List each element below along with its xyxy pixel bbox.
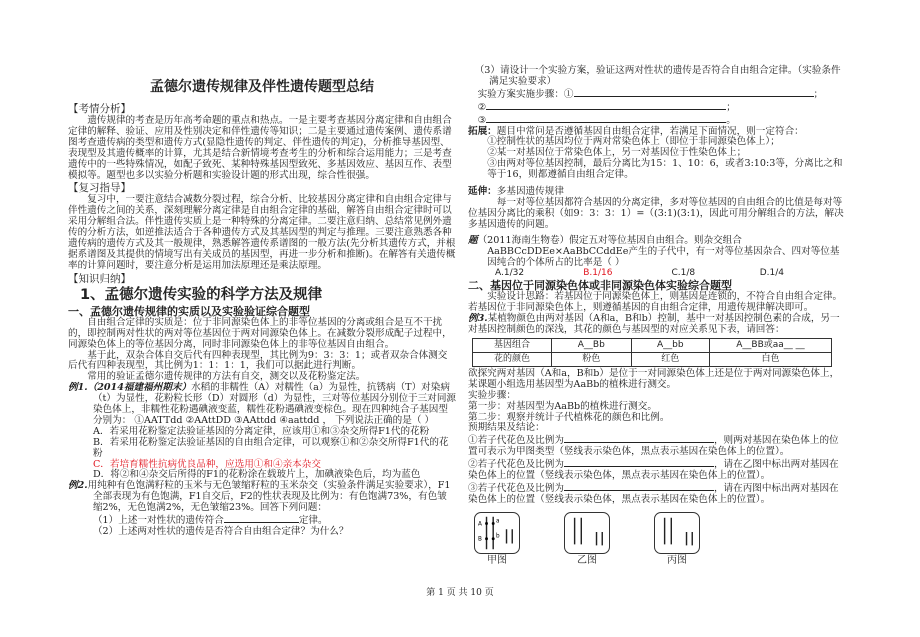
answer-blank[interactable] — [564, 482, 714, 491]
problem — [468, 236, 848, 269]
paragraph: 遗传规律的考查是历年高考命题的重点和热点。一是主要考查基因分离定律和自由组合定律的解释、验证、应用及性别决定和伴性遗传等知识；二是主要通过遗传案例、遗传系谱图考查遗传病的类型和遗传方式(显隐性遗传的判定、伴性遗传的判定)，分析推导基因型、表现型及其遗传概率的计算，尤其是结合新情境考查考生的分析和综合运用能力；三是考查遗传中的一些特殊情况，如配子致死、某种特殊基因型致死、多基因效应、基因互作、表型模拟等。题型也多以实验分析题和实验设计题的形式出现，综合性很强。 — [68, 115, 452, 181]
answer-blank[interactable] — [486, 114, 726, 123]
text-line: 第二步：观察并统计子代植株花的颜色和比例。 — [468, 411, 670, 423]
paragraph: 基于此，双杂合体自交后代有四种表现型，其比例为9：3：3：1；或者双杂合体测交后代有四种表现型，其比例为1：1：1：1，我们可以据此进行判断。 — [68, 349, 448, 372]
diagram-label: 丙图 — [667, 554, 687, 566]
option-d: D.1/4 — [759, 268, 785, 279]
extension-item: ①控制性状的基因均位于两对常染色体上（即位于非同源染色体上）； — [487, 136, 780, 148]
steps-line: 实验方案实施步骤：① ； — [477, 88, 824, 100]
chromosome-figure — [654, 512, 700, 554]
chromosome-diagrams — [474, 512, 848, 567]
option-b: B．若采用花粉鉴定法验证基因的自由组合定律，可以观察①和②杂交所得F1代的花粉 — [92, 436, 449, 459]
paragraph: 自由组合定律的实质是：位于非同源染色体上的非等位基因的分离或组合是互不干扰的，即控制两对性状的两对等位基因位于两对同源染色体上。在减数分裂形成配子过程中，同源染色体上的等位基因分离，同时非同源染色体上的非等位基因自由组合。 — [68, 316, 452, 350]
diagram-bing — [654, 512, 700, 567]
chromosome-figure — [564, 512, 610, 554]
paragraph: 每一对等位基因都符合基因的分离定律，多对等位基因的自由组合的比值是每对等位基因分离比的乘积（如9：3：3：1）=（(3:1)(3:1)，因此可用分解组合的方法，解决多基因遗传的问题。 — [468, 196, 844, 230]
option-d: D．将②和④杂交后所得的F1的花粉涂在载玻片上，加碘液染色后，均为蓝色 — [92, 469, 421, 481]
heading-2: 二、基因位于同源染色体或非同源染色体实验综合题型 — [468, 279, 732, 293]
problem-options — [468, 268, 848, 279]
table-row — [473, 352, 832, 366]
table-cell: 粉色 — [551, 352, 631, 366]
table-row — [473, 338, 832, 352]
page-title: 孟德尔遗传规律及伴性遗传题型总结 — [150, 79, 374, 95]
question-3: （3）请设计一个实验方案，验证这两对性状的遗传是否符合自由组合定律。（实验条件满足实验要求） — [474, 65, 841, 87]
gene-label: B — [477, 536, 482, 543]
section-heading: 【知识归纳】 — [68, 272, 131, 285]
page-footer: 第 1 页 共 10 页 — [426, 588, 494, 598]
result-text: ②若子代花色及比例为 — [468, 459, 564, 471]
example-text: 用纯种有色饱满籽粒的玉米与无色皱缩籽粒的玉米杂交（实验条件满足实验要求），F1全部表现为有色饱满，F1自交后，F2的性状表现及比例为：有色饱满73%，有色皱缩2%，无色饱满2%，无色皱缩23%。回答下列问题： — [87, 480, 451, 514]
question-text: 定律。 — [298, 515, 328, 527]
gene-label: b — [496, 533, 500, 540]
example-3 — [468, 314, 848, 336]
result-2 — [468, 458, 848, 482]
step-label: ③ — [477, 114, 487, 126]
table-cell: 基因组合 — [473, 338, 552, 352]
genotype-color-table — [472, 338, 832, 367]
extension-label: 延伸： — [468, 186, 497, 198]
heading-2: 一、孟德尔遗传规律的实质以及实验验证综合题型 — [68, 304, 310, 318]
text-line: 预期结果及结论： — [468, 422, 545, 434]
table-cell: 花的颜色 — [473, 352, 552, 366]
result-text: ，请在乙图中标出两对基因在染色体上的位置（竖线表示染色体，黑点表示基因在染色体上的位置）。 — [468, 459, 839, 482]
steps-line: ② ； — [477, 101, 736, 113]
example-text: 水稻的非糯性（A）对糯性（a）为显性，抗锈病（T）对染病 （t）为显性，花粉粒长形（D）对圆形（d）为显性，三对等位基因分别位于三对同源染色体上，非糯性花粉遇碘液变蓝，糯性花粉遇碘液变棕色。现在四种纯合子基因型分别为： ①AATTdd ②AAttDD ③AAttdd ④aattdd ， 下列说法正确的是（ ） — [92, 382, 457, 426]
result-1 — [468, 434, 848, 458]
example-label: 例3. — [468, 313, 488, 325]
paragraph: 实验设计思路：若基因位于同源染色体上，则基因是连锁的，不符合自由组合定律。若基因位于非同源染色体上，则遵循基因的自由组合定律，用遗传规律解决即可。 — [468, 291, 843, 314]
chromosome-figure — [474, 512, 520, 554]
extension-item: ③由两对等位基因控制，最后分离比为15：1、10：6，或者3:10:3等，分离比之和等于16，则都遵循自由组合定律。 — [487, 158, 843, 181]
option-a: A.1/32 — [495, 268, 525, 279]
gene-label: a — [496, 518, 500, 525]
diagram-label: 乙图 — [577, 554, 597, 566]
extension-item: ②某一对基因位于常染色体上，另一对基因位于性染色体上； — [487, 147, 747, 159]
text-line: 第一步：对基因型为AaBb的植株进行测交。 — [468, 400, 657, 412]
right-column — [468, 66, 848, 567]
option-b: B.1/16 — [583, 268, 613, 279]
result-text: ③若子代花色及比例为 — [468, 483, 564, 494]
left-column — [68, 102, 456, 538]
example-label: 例1.（2014福建福州期末） — [68, 382, 192, 394]
result-text: ①若子代花色及比例为 — [468, 435, 564, 447]
extension-label: 拓展： — [468, 125, 497, 137]
heading-1: 1、孟德尔遗传实验的科学方法及规律 — [80, 286, 323, 303]
answer-blank[interactable] — [564, 434, 714, 443]
problem-label: 题 — [468, 234, 478, 246]
diagram-jia — [474, 512, 520, 567]
section-heading: 【考情分析】 — [68, 103, 131, 115]
example-1 — [68, 383, 456, 427]
paragraph: 常用的验证孟德尔遗传规律的方法有自交，测交以及花粉鉴定法。 — [87, 371, 366, 383]
table-cell: 红色 — [631, 352, 709, 366]
paragraph: 欲探究两对基因（A和a，B和b）是位于一对同源染色体上还是位于两对同源染色体上，某课题小组选用基因型为AaBb的植株进行测交。 — [468, 367, 840, 390]
answer-blank[interactable] — [574, 88, 814, 97]
step-label: ② — [477, 101, 487, 113]
diagram-label: 甲图 — [487, 554, 507, 566]
question-text: （1）上述一对性状的遗传符合 — [92, 515, 224, 527]
table-cell: A__BB或aa__ __ — [709, 338, 831, 352]
section-heading: 【复习指导】 — [68, 182, 131, 195]
paragraph: 复习中，一要注意结合减数分裂过程，综合分析、比较基因分离定律和自由组合定律与伴性遗传之间的关系，深刻理解分离定律是自由组合定律的基础，解答自由组合定律时可以采用分解组合法。伴性遗传实质上是一种特殊的分离定律。二要注意归纳、总结常见例外遗传的分析方法，如逆推法适合于各种遗传方式及其基因型的判定与推理。三要注意熟悉各种遗传病的遗传方式及其一般规律，熟悉解答遗传系谱图的一般方法(先分析其遗传方式，并根据系谱图及其提供的情境写出有关成员的基因型，再进一步分析和推断)。在解答有关遗传概率的计算问题时，要注意分析是运用加法原理还是乘法原理。 — [68, 194, 456, 271]
question-2: （2）上述两对性状的遗传是否符合自由组合定律？为什么？ — [92, 526, 349, 537]
result-3 — [468, 482, 848, 506]
option-c: C．若培育糯性抗病优良品种，应选用①和④亲本杂交 — [92, 458, 321, 470]
example-text: 某植物颜色由两对基因（A和a，B和b）控制，基中一对基因控制色素的合成，另一对基因控制颜色的深浅，其花的颜色与基因型的对应关系见下表，请回答： — [468, 313, 840, 336]
text-line: 实验步骤： — [468, 389, 516, 401]
gene-label: A — [477, 521, 482, 528]
table-cell: A__Bb — [551, 338, 631, 352]
steps-line: ③ 。 — [477, 114, 736, 126]
answer-blank[interactable] — [564, 458, 714, 467]
answer-blank[interactable] — [224, 514, 299, 523]
extension-text: 题目中常问是否遵循基因自由组合定律，若满足下面情况，则一定符合： — [496, 125, 804, 137]
steps-label: 实验方案实施步骤：① — [477, 88, 574, 100]
result-text: ，则两对基因在染色体上的位置可表示为甲图类型（竖线表示染色体，黑点表示基因在染色体上的位置）。 — [468, 435, 839, 458]
extension-text: 多基因遗传规律 — [496, 186, 564, 198]
problem-text: （2011海南生物卷）假定五对等位基因自由组合。则杂交组合AaBBCcDDEe×AaBbCCddEe产生的子代中，有一对等位基因杂合、四对等位基因纯合的个体所占的比率是（ ） — [477, 234, 840, 268]
table-cell: 白色 — [709, 352, 831, 366]
diagram-yi — [564, 512, 610, 567]
option-c: C.1/8 — [671, 268, 696, 279]
option-a: A．若采用花粉鉴定法验证基因的分离定律，应该用①和③杂交所得F1代的花粉 — [92, 425, 430, 437]
answer-blank[interactable] — [486, 101, 726, 110]
example-2 — [68, 481, 456, 514]
result-text: ，请在丙图中标出两对基因在染色体上的位置（竖线表示染色体，黑点表示基因在染色体上的位置）。 — [468, 483, 839, 505]
example-label: 例2. — [68, 480, 88, 492]
table-cell: A__bb — [631, 338, 709, 352]
